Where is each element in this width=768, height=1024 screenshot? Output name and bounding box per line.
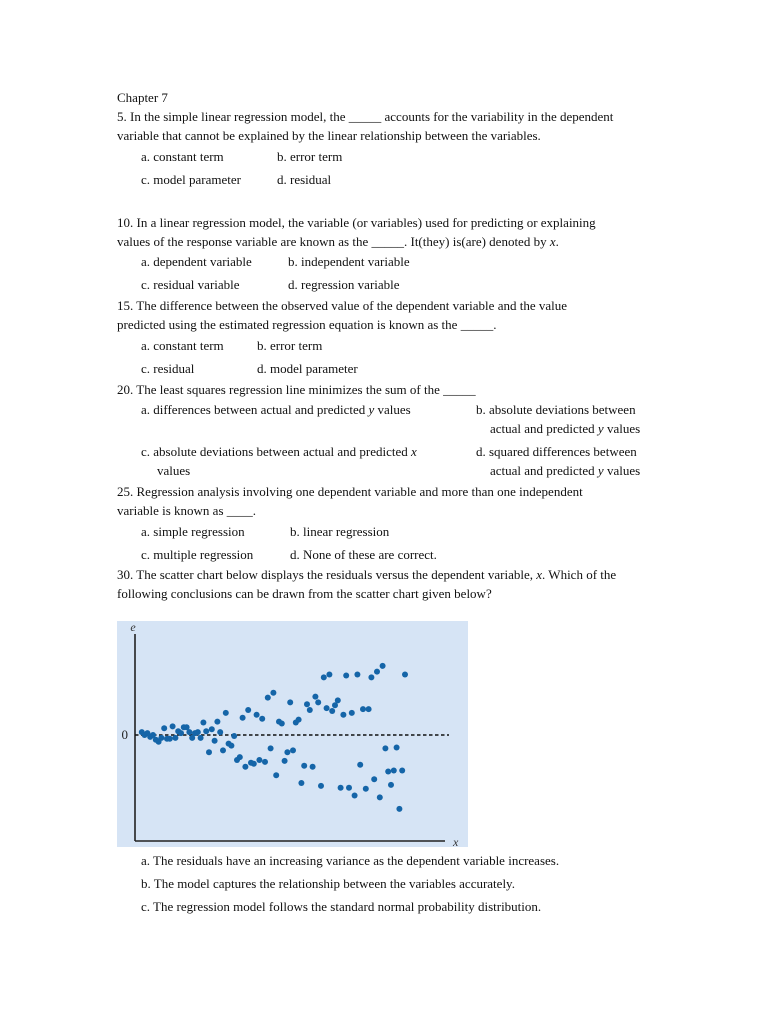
scatter-point-9 — [161, 725, 167, 731]
question-30-text-line1: 30. The scatter chart below displays the residuals versus the dependent variable, x. Which of the — [117, 567, 617, 582]
scatter-point-27 — [212, 738, 218, 744]
scatter-point-33 — [228, 743, 234, 749]
scatter-point-85 — [374, 669, 380, 675]
question-15-option-b: b. error term — [257, 338, 323, 353]
question-30-text-line2: following conclusions can be drawn from the scatter chart given below? — [117, 586, 492, 601]
question-25-option-a: a. simple regression — [141, 524, 245, 539]
question-20-text: 20. The least squares regression line minimizes the sum of the _____ — [117, 382, 476, 397]
question-25-option-b: b. linear regression — [290, 524, 390, 539]
scatter-point-63 — [312, 694, 318, 700]
scatter-point-72 — [338, 785, 344, 791]
scatter-point-60 — [304, 701, 310, 707]
scatter-point-94 — [399, 768, 405, 774]
scatter-point-26 — [209, 726, 215, 732]
scatter-point-24 — [203, 728, 209, 734]
question-20-option-b-line1: b. absolute deviations between — [476, 402, 636, 417]
scatter-point-13 — [172, 735, 178, 741]
scatter-point-44 — [259, 716, 265, 722]
question-5-text-line2: variable that cannot be explained by the linear relationship between the variables. — [117, 128, 541, 143]
scatter-point-64 — [315, 699, 321, 705]
scatter-point-52 — [282, 758, 288, 764]
scatter-point-11 — [167, 736, 173, 742]
scatter-point-34 — [231, 733, 237, 739]
question-30-option-c: c. The regression model follows the standard normal probability distribution. — [141, 899, 542, 914]
scatter-point-28 — [214, 719, 220, 725]
scatter-point-47 — [268, 745, 274, 751]
scatter-point-69 — [329, 708, 335, 714]
scatter-point-29 — [217, 729, 223, 735]
scatter-point-38 — [242, 764, 248, 770]
scatter-point-89 — [385, 769, 391, 775]
question-20-option-c-line2: values — [157, 463, 191, 478]
scatter-point-58 — [298, 780, 304, 786]
scatter-point-80 — [360, 706, 366, 712]
question-10-text-line1: 10. In a linear regression model, the variable (or variables) used for predicting or explaining — [117, 215, 596, 230]
scatter-point-22 — [198, 735, 204, 741]
scatter-point-73 — [340, 712, 346, 718]
scatter-point-41 — [251, 761, 257, 767]
scatter-point-87 — [380, 663, 386, 669]
scatter-point-93 — [396, 806, 402, 812]
scatter-point-21 — [195, 729, 201, 735]
question-15-option-a: a. constant term — [141, 338, 224, 353]
scatter-point-81 — [363, 786, 369, 792]
scatter-point-45 — [262, 759, 268, 765]
chart-background — [117, 621, 468, 847]
scatter-point-67 — [324, 705, 330, 711]
question-30-option-a: a. The residuals have an increasing variance as the dependent variable increases. — [141, 853, 560, 868]
scatter-point-59 — [301, 763, 307, 769]
question-20-option-b-line2: actual and predicted y values — [490, 421, 641, 436]
x-axis-label: x — [453, 835, 459, 847]
question-15-text-line1: 15. The difference between the observed value of the dependent variable and the value — [117, 298, 567, 313]
chapter-heading: Chapter 7 — [117, 90, 168, 105]
scatter-point-68 — [326, 672, 332, 678]
scatter-point-57 — [296, 717, 302, 723]
scatter-point-53 — [284, 749, 290, 755]
scatter-point-36 — [237, 754, 243, 760]
question-30-option-b: b. The model captures the relationship between the variables accurately. — [141, 876, 515, 891]
scatter-point-43 — [256, 757, 262, 763]
question-20-option-c-line1: c. absolute deviations between actual and predicted x — [141, 444, 417, 459]
scatter-point-79 — [357, 762, 363, 768]
scatter-point-23 — [200, 720, 206, 726]
question-20-option-d-line1: d. squared differences between — [476, 444, 637, 459]
question-5-text-line1: 5. In the simple linear regression model, the _____ accounts for the variability in the dependent — [117, 109, 614, 124]
scatter-point-46 — [265, 695, 271, 701]
scatter-point-39 — [245, 707, 251, 713]
scatter-chart-svg — [117, 621, 468, 847]
scatter-point-75 — [346, 785, 352, 791]
question-25-option-c: c. multiple regression — [141, 547, 254, 562]
question-20-option-a: a. differences between actual and predicted y values — [141, 402, 411, 417]
scatter-point-82 — [366, 706, 372, 712]
scatter-point-76 — [349, 710, 355, 716]
question-25-text-line2: variable is known as ____. — [117, 503, 257, 518]
question-10-option-d: d. regression variable — [288, 277, 400, 292]
question-20-option-d-line2: actual and predicted y values — [490, 463, 641, 478]
scatter-point-88 — [382, 745, 388, 751]
scatter-point-90 — [388, 782, 394, 788]
scatter-point-78 — [354, 672, 360, 678]
scatter-point-42 — [254, 712, 260, 718]
scatter-point-62 — [310, 764, 316, 770]
scatter-point-61 — [307, 707, 313, 713]
question-10-option-b: b. independent variable — [288, 254, 410, 269]
question-10-option-c: c. residual variable — [141, 277, 240, 292]
scatter-point-48 — [270, 690, 276, 696]
scatter-point-15 — [178, 730, 184, 736]
y-tick-label-zero: 0 — [121, 727, 128, 742]
scatter-point-91 — [391, 768, 397, 774]
question-5-option-b: b. error term — [277, 149, 343, 164]
scatter-point-92 — [394, 745, 400, 751]
scatter-point-95 — [402, 672, 408, 678]
scatter-point-83 — [368, 674, 374, 680]
question-5-option-c: c. model parameter — [141, 172, 241, 187]
scatter-point-25 — [206, 749, 212, 755]
question-15-option-c: c. residual — [141, 361, 195, 376]
scatter-point-31 — [223, 710, 229, 716]
question-15-text-line2: predicted using the estimated regression equation is known as the _____. — [117, 317, 497, 332]
question-5-option-d: d. residual — [277, 172, 332, 187]
scatter-point-84 — [371, 776, 377, 782]
scatter-point-65 — [318, 783, 324, 789]
question-25-text-line1: 25. Regression analysis involving one dependent variable and more than one independent — [117, 484, 583, 499]
scatter-point-18 — [186, 729, 192, 735]
question-10-text-line2: values of the response variable are known as the _____. It(they) is(are) denoted by x. — [117, 234, 559, 249]
scatter-point-66 — [321, 674, 327, 680]
scatter-point-37 — [240, 715, 246, 721]
scatter-point-8 — [158, 735, 164, 741]
scatter-point-30 — [220, 747, 226, 753]
scatter-point-54 — [287, 699, 293, 705]
scatter-point-86 — [377, 794, 383, 800]
scatter-point-12 — [170, 723, 176, 729]
scatter-point-77 — [352, 793, 358, 799]
scatter-point-74 — [343, 673, 349, 679]
y-axis-label: e — [130, 621, 136, 634]
question-25-option-d: d. None of these are correct. — [290, 547, 437, 562]
scatter-point-49 — [273, 772, 279, 778]
residual-scatter-chart — [117, 621, 468, 847]
question-15-option-d: d. model parameter — [257, 361, 358, 376]
question-5-option-a: a. constant term — [141, 149, 224, 164]
question-10-option-a: a. dependent variable — [141, 254, 252, 269]
scatter-point-51 — [279, 721, 285, 727]
scatter-point-55 — [290, 747, 296, 753]
scatter-point-71 — [335, 697, 341, 703]
